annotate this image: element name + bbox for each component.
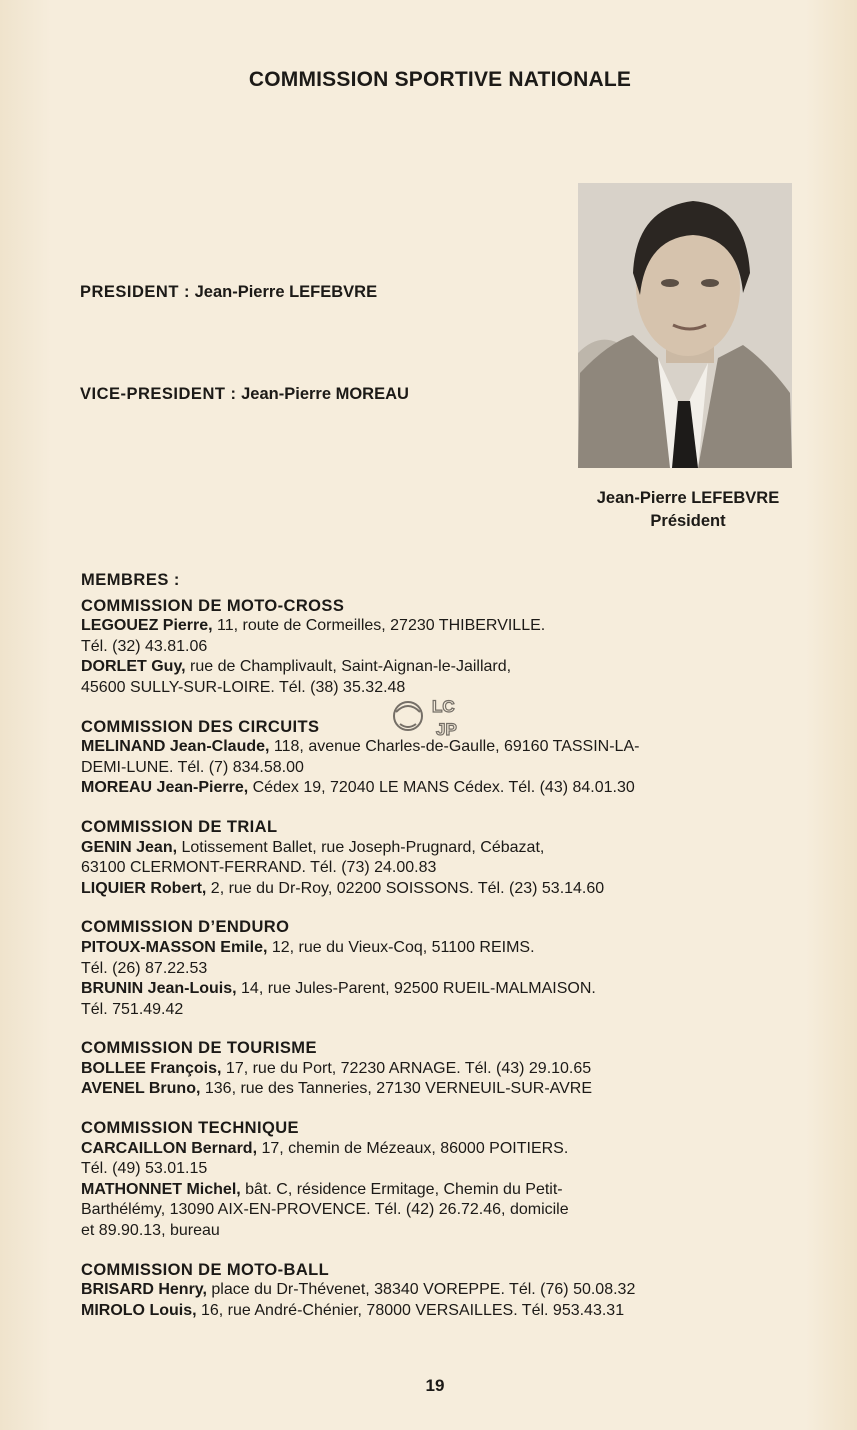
member-name: MELINAND Jean-Claude,: [81, 738, 270, 756]
member-address-line: 11, route de Cormeilles, 27230 THIBERVILLE.: [212, 617, 546, 635]
photo-caption: [560, 487, 816, 533]
page-number: 19: [425, 1376, 445, 1395]
member-address-line: Cédex 19, 72040 LE MANS Cédex. Tél. (43) 84.01.30: [248, 779, 635, 797]
commission-sections: [81, 596, 811, 1322]
member-address-line: 2, rue du Dr-Roy, 02200 SOISSONS. Tél. (23) 53.14.60: [206, 879, 605, 897]
president-name: Jean-Pierre LEFEBVRE: [194, 283, 378, 301]
president-line: [80, 283, 377, 302]
caption-name: Jean-Pierre LEFEBVRE: [596, 489, 780, 507]
member-entry: [81, 778, 811, 799]
vice-president-name: Jean-Pierre MOREAU: [241, 385, 409, 403]
member-entry: [81, 1059, 811, 1080]
member-address-line: Tél. (26) 87.22.53: [81, 959, 208, 977]
member-name: MATHONNET Michel,: [81, 1180, 241, 1198]
commission-section: [81, 596, 811, 699]
member-name: GENIN Jean,: [81, 838, 178, 856]
commission-section: [81, 1118, 811, 1242]
commission-section: [81, 717, 811, 799]
member-address-line: Tél. 751.49.42: [81, 1000, 184, 1018]
member-name: BOLLEE François,: [81, 1059, 222, 1077]
member-entry: [81, 616, 811, 657]
member-name: MIROLO Louis,: [81, 1301, 197, 1319]
member-address-line: Lotissement Ballet, rue Joseph-Prugnard, Cébazat,: [177, 838, 545, 856]
commission-section: [81, 817, 811, 899]
portrait-image: [578, 183, 792, 468]
caption-role: Président: [650, 512, 726, 530]
member-address-line: Tél. (32) 43.81.06: [81, 637, 208, 655]
members-list: [81, 570, 811, 1339]
member-entry: [81, 938, 811, 979]
section-heading: COMMISSION DE TOURISME: [81, 1039, 317, 1058]
commission-section: [81, 917, 811, 1020]
president-label: PRESIDENT :: [80, 283, 191, 301]
vice-president-line: [80, 385, 409, 404]
section-heading: COMMISSION DE MOTO-CROSS: [81, 596, 345, 615]
page-title: COMMISSION SPORTIVE NATIONALE: [248, 68, 632, 91]
section-heading: COMMISSION D’ENDURO: [81, 918, 290, 937]
member-name: LIQUIER Robert,: [81, 879, 207, 897]
member-name: MOREAU Jean-Pierre,: [81, 779, 249, 797]
member-name: PITOUX-MASSON Emile,: [81, 938, 268, 956]
section-heading: COMMISSION DE MOTO-BALL: [81, 1260, 330, 1279]
member-entry: [81, 979, 811, 1020]
vice-president-label: VICE-PRESIDENT :: [80, 385, 237, 403]
member-entry: [81, 1079, 811, 1100]
member-address-line: 14, rue Jules-Parent, 92500 RUEIL-MALMAISON.: [236, 980, 596, 998]
member-entry: [81, 1301, 811, 1322]
member-address-line: 63100 CLERMONT-FERRAND. Tél. (73) 24.00.83: [81, 859, 437, 877]
commission-section: [81, 1038, 811, 1100]
member-entry: [81, 657, 811, 698]
section-heading: COMMISSION DES CIRCUITS: [81, 717, 320, 736]
member-name: CARCAILLON Bernard,: [81, 1139, 258, 1157]
member-address-line: 136, rue des Tanneries, 27130 VERNEUIL-SUR-AVRE: [200, 1080, 593, 1098]
member-entry: [81, 1139, 811, 1180]
member-address-line: 45600 SULLY-SUR-LOIRE. Tél. (38) 35.32.48: [81, 678, 406, 696]
member-address-line: Barthélémy, 13090 AIX-EN-PROVENCE. Tél. (42) 26.72.46, domicile: [81, 1201, 569, 1219]
member-entry: [81, 737, 811, 778]
member-address-line: bât. C, résidence Ermitage, Chemin du Petit-: [240, 1180, 563, 1198]
member-address-line: 118, avenue Charles-de-Gaulle, 69160 TASSIN-LA-: [269, 738, 640, 756]
membres-label: MEMBRES :: [81, 571, 180, 589]
member-address-line: 12, rue du Vieux-Coq, 51100 REIMS.: [267, 938, 535, 956]
member-address-line: et 89.90.13, bureau: [81, 1222, 220, 1240]
member-address-line: DEMI-LUNE. Tél. (7) 834.58.00: [81, 758, 304, 776]
section-heading: COMMISSION TECHNIQUE: [81, 1119, 299, 1138]
member-entry: [81, 879, 811, 900]
president-photo: [578, 183, 792, 468]
member-name: AVENEL Bruno,: [81, 1080, 201, 1098]
commission-section: [81, 1260, 811, 1322]
member-name: BRUNIN Jean-Louis,: [81, 980, 237, 998]
member-address-line: 16, rue André-Chénier, 78000 VERSAILLES. Tél. 953.43.31: [196, 1301, 625, 1319]
member-address-line: Tél. (49) 53.01.15: [81, 1160, 208, 1178]
svg-text:JP: JP: [436, 720, 457, 739]
member-name: BRISARD Henry,: [81, 1281, 207, 1299]
svg-text:LC: LC: [432, 697, 455, 716]
section-heading: COMMISSION DE TRIAL: [81, 817, 278, 836]
member-address-line: rue de Champlivault, Saint-Aignan-le-Jaillard,: [185, 658, 512, 676]
member-name: LEGOUEZ Pierre,: [81, 617, 213, 635]
member-name: DORLET Guy,: [81, 658, 186, 676]
member-address-line: 17, rue du Port, 72230 ARNAGE. Tél. (43) 29.10.65: [221, 1059, 592, 1077]
member-entry: [81, 1180, 811, 1242]
member-address-line: place du Dr-Thévenet, 38340 VOREPPE. Tél. (76) 50.08.32: [206, 1281, 636, 1299]
member-entry: [81, 1280, 811, 1301]
member-entry: [81, 838, 811, 879]
member-address-line: 17, chemin de Mézeaux, 86000 POITIERS.: [257, 1139, 569, 1157]
